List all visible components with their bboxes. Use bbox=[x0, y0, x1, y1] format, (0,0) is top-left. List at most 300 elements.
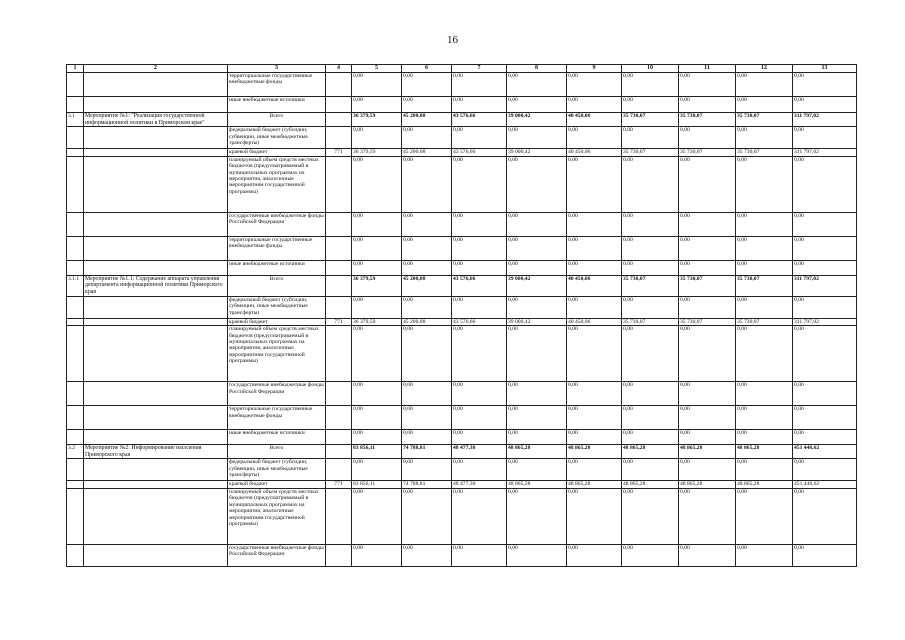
funding-source-cell: краевой бюджет bbox=[228, 149, 326, 156]
amount-cell: 0,00 bbox=[793, 97, 857, 113]
amount-cell: 45 200,08 bbox=[402, 113, 452, 127]
amount-cell: 0,00 bbox=[402, 127, 452, 149]
code-cell bbox=[326, 260, 352, 275]
amount-cell: 35 730,07 bbox=[736, 149, 793, 156]
amount-cell: 0,00 bbox=[507, 544, 567, 566]
column-header: 6 bbox=[402, 65, 452, 73]
column-header: 7 bbox=[452, 65, 507, 73]
amount-cell: 0,00 bbox=[352, 382, 402, 406]
amount-cell: 0,00 bbox=[567, 544, 622, 566]
amount-cell: 40 450,06 bbox=[567, 275, 622, 296]
amount-cell: 35 730,07 bbox=[736, 275, 793, 296]
amount-cell: 0,00 bbox=[352, 212, 402, 236]
measure-name-cell bbox=[84, 156, 228, 212]
amount-cell: 0,00 bbox=[622, 73, 679, 97]
amount-cell: 0,00 bbox=[567, 382, 622, 406]
amount-cell: 0,00 bbox=[622, 406, 679, 430]
amount-cell: 0,00 bbox=[679, 260, 736, 275]
amount-cell: 35 730,07 bbox=[622, 149, 679, 156]
amount-cell: 48 865,28 bbox=[567, 481, 622, 488]
amount-cell: 0,00 bbox=[567, 127, 622, 149]
row-number-cell bbox=[67, 382, 84, 406]
amount-cell: 0,00 bbox=[507, 73, 567, 97]
amount-cell: 40 450,06 bbox=[567, 318, 622, 325]
amount-cell: 48 865,28 bbox=[507, 445, 567, 459]
row-number-cell: 3.1.1 bbox=[67, 275, 84, 296]
amount-cell: 0,00 bbox=[793, 326, 857, 382]
code-cell bbox=[326, 382, 352, 406]
amount-cell: 0,00 bbox=[679, 459, 736, 481]
amount-cell: 0,00 bbox=[567, 97, 622, 113]
amount-cell: 0,00 bbox=[736, 406, 793, 430]
amount-cell: 0,00 bbox=[402, 236, 452, 260]
amount-cell: 311 797,02 bbox=[793, 275, 857, 296]
measure-name-cell bbox=[84, 296, 228, 318]
funding-source-cell: краевой бюджет bbox=[228, 481, 326, 488]
amount-cell: 0,00 bbox=[402, 296, 452, 318]
amount-cell: 0,00 bbox=[793, 212, 857, 236]
amount-cell: 0,00 bbox=[402, 459, 452, 481]
code-cell bbox=[326, 127, 352, 149]
amount-cell: 0,00 bbox=[679, 127, 736, 149]
amount-cell: 45 200,08 bbox=[402, 275, 452, 296]
amount-cell: 0,00 bbox=[567, 296, 622, 318]
amount-cell: 40 450,06 bbox=[567, 113, 622, 127]
amount-cell: 0,00 bbox=[736, 127, 793, 149]
amount-cell: 45 200,08 bbox=[402, 149, 452, 156]
funding-source-cell: федеральный бюджет (субсидии, субвенции, иные межбюджетные трансферты) bbox=[228, 127, 326, 149]
amount-cell: 0,00 bbox=[622, 236, 679, 260]
amount-cell: 0,00 bbox=[567, 326, 622, 382]
amount-cell: 0,00 bbox=[679, 488, 736, 544]
amount-cell: 0,00 bbox=[736, 326, 793, 382]
amount-cell: 74 788,81 bbox=[402, 481, 452, 488]
measure-name-cell bbox=[84, 406, 228, 430]
amount-cell: 0,00 bbox=[736, 430, 793, 445]
amount-cell: 0,00 bbox=[352, 97, 402, 113]
measure-name-cell bbox=[84, 544, 228, 566]
row-number-cell bbox=[67, 488, 84, 544]
row-number-cell bbox=[67, 406, 84, 430]
amount-cell: 0,00 bbox=[736, 236, 793, 260]
row-number-cell bbox=[67, 326, 84, 382]
amount-cell: 0,00 bbox=[352, 544, 402, 566]
row-number-cell bbox=[67, 296, 84, 318]
amount-cell: 35 730,07 bbox=[679, 149, 736, 156]
page-number: 16 bbox=[447, 34, 458, 46]
row-number-cell: 3.2 bbox=[67, 445, 84, 459]
budget-table bbox=[66, 64, 857, 567]
amount-cell: 43 576,66 bbox=[452, 275, 507, 296]
amount-cell: 0,00 bbox=[622, 296, 679, 318]
amount-cell: 48 477,30 bbox=[452, 445, 507, 459]
code-cell bbox=[326, 326, 352, 382]
amount-cell: 0,00 bbox=[402, 430, 452, 445]
funding-source-cell: территориальные государственные внебюджетные фонды bbox=[228, 73, 326, 97]
amount-cell: 0,00 bbox=[352, 260, 402, 275]
amount-cell: 0,00 bbox=[622, 459, 679, 481]
amount-cell: 0,00 bbox=[507, 459, 567, 481]
row-number-cell bbox=[67, 149, 84, 156]
amount-cell: 48 865,28 bbox=[567, 445, 622, 459]
row-number-cell bbox=[67, 97, 84, 113]
code-cell bbox=[326, 445, 352, 459]
column-header: 11 bbox=[679, 65, 736, 73]
table-row bbox=[67, 296, 857, 318]
amount-cell: 0,00 bbox=[622, 156, 679, 212]
amount-cell: 36 379,59 bbox=[352, 318, 402, 325]
amount-cell: 0,00 bbox=[352, 236, 402, 260]
measure-name-cell bbox=[84, 481, 228, 488]
amount-cell: 0,00 bbox=[679, 212, 736, 236]
amount-cell: 0,00 bbox=[402, 73, 452, 97]
amount-cell: 0,00 bbox=[736, 296, 793, 318]
amount-cell: 0,00 bbox=[736, 459, 793, 481]
table-row bbox=[67, 212, 857, 236]
table-row bbox=[67, 236, 857, 260]
amount-cell: 0,00 bbox=[793, 459, 857, 481]
table-row bbox=[67, 406, 857, 430]
amount-cell: 311 797,02 bbox=[793, 149, 857, 156]
amount-cell: 0,00 bbox=[679, 544, 736, 566]
code-cell bbox=[326, 113, 352, 127]
amount-cell: 0,00 bbox=[452, 236, 507, 260]
amount-cell: 0,00 bbox=[679, 382, 736, 406]
code-cell bbox=[326, 488, 352, 544]
code-cell bbox=[326, 544, 352, 566]
amount-cell: 0,00 bbox=[452, 459, 507, 481]
measure-name-cell bbox=[84, 127, 228, 149]
funding-source-cell: государственные внебюджетные фонды Российской Федерации bbox=[228, 544, 326, 566]
amount-cell: 35 730,07 bbox=[622, 113, 679, 127]
amount-cell: 48 865,28 bbox=[679, 481, 736, 488]
funding-source-cell: территориальные государственные внебюджетные фонды bbox=[228, 236, 326, 260]
amount-cell: 0,00 bbox=[793, 488, 857, 544]
amount-cell: 0,00 bbox=[736, 97, 793, 113]
amount-cell: 0,00 bbox=[736, 544, 793, 566]
amount-cell: 0,00 bbox=[679, 73, 736, 97]
column-header: 9 bbox=[567, 65, 622, 73]
amount-cell: 0,00 bbox=[679, 296, 736, 318]
amount-cell: 0,00 bbox=[352, 459, 402, 481]
amount-cell: 0,00 bbox=[507, 326, 567, 382]
column-header: 10 bbox=[622, 65, 679, 73]
amount-cell: 0,00 bbox=[452, 544, 507, 566]
measure-name-cell bbox=[84, 382, 228, 406]
row-number-cell bbox=[67, 430, 84, 445]
amount-cell: 0,00 bbox=[507, 260, 567, 275]
amount-cell: 83 856,11 bbox=[352, 445, 402, 459]
amount-cell: 0,00 bbox=[567, 260, 622, 275]
column-header: 2 bbox=[84, 65, 228, 73]
amount-cell: 0,00 bbox=[567, 73, 622, 97]
amount-cell: 0,00 bbox=[622, 97, 679, 113]
amount-cell: 45 200,08 bbox=[402, 318, 452, 325]
amount-cell: 0,00 bbox=[507, 156, 567, 212]
amount-cell: 0,00 bbox=[567, 430, 622, 445]
amount-cell: 36 379,59 bbox=[352, 275, 402, 296]
code-cell bbox=[326, 406, 352, 430]
amount-cell: 48 865,28 bbox=[679, 445, 736, 459]
amount-cell: 0,00 bbox=[507, 127, 567, 149]
table-row bbox=[67, 481, 857, 488]
row-number-cell bbox=[67, 459, 84, 481]
amount-cell: 0,00 bbox=[507, 430, 567, 445]
amount-cell: 0,00 bbox=[452, 73, 507, 97]
amount-cell: 0,00 bbox=[352, 406, 402, 430]
row-number-cell bbox=[67, 73, 84, 97]
amount-cell: 0,00 bbox=[793, 430, 857, 445]
amount-cell: 0,00 bbox=[679, 236, 736, 260]
amount-cell: 0,00 bbox=[736, 260, 793, 275]
funding-source-cell: Всего bbox=[228, 113, 326, 127]
measure-name-cell bbox=[84, 212, 228, 236]
measure-name-cell bbox=[84, 97, 228, 113]
amount-cell: 0,00 bbox=[352, 127, 402, 149]
code-cell bbox=[326, 275, 352, 296]
amount-cell: 48 865,28 bbox=[622, 481, 679, 488]
amount-cell: 35 730,07 bbox=[736, 113, 793, 127]
table-row bbox=[67, 445, 857, 459]
amount-cell: 311 797,02 bbox=[793, 318, 857, 325]
column-header: 4 bbox=[326, 65, 352, 73]
amount-cell: 0,00 bbox=[507, 488, 567, 544]
amount-cell: 0,00 bbox=[507, 406, 567, 430]
amount-cell: 0,00 bbox=[452, 326, 507, 382]
amount-cell: 0,00 bbox=[567, 406, 622, 430]
amount-cell: 0,00 bbox=[452, 488, 507, 544]
amount-cell: 0,00 bbox=[567, 156, 622, 212]
measure-name-cell bbox=[84, 236, 228, 260]
table-row bbox=[67, 113, 857, 127]
amount-cell: 0,00 bbox=[352, 156, 402, 212]
table-row bbox=[67, 73, 857, 97]
amount-cell: 0,00 bbox=[452, 212, 507, 236]
amount-cell: 0,00 bbox=[793, 296, 857, 318]
code-cell: 771 bbox=[326, 481, 352, 488]
measure-name-cell bbox=[84, 459, 228, 481]
amount-cell: 0,00 bbox=[622, 326, 679, 382]
amount-cell: 0,00 bbox=[352, 488, 402, 544]
amount-cell: 0,00 bbox=[402, 488, 452, 544]
amount-cell: 0,00 bbox=[679, 406, 736, 430]
code-cell bbox=[326, 459, 352, 481]
code-cell bbox=[326, 430, 352, 445]
amount-cell: 43 576,66 bbox=[452, 318, 507, 325]
row-number-cell bbox=[67, 127, 84, 149]
row-number-cell bbox=[67, 236, 84, 260]
amount-cell: 0,00 bbox=[793, 260, 857, 275]
amount-cell: 0,00 bbox=[402, 212, 452, 236]
measure-name-cell: Мероприятие №2: Информирование населения Приморского края bbox=[84, 445, 228, 459]
amount-cell: 0,00 bbox=[622, 430, 679, 445]
code-cell bbox=[326, 73, 352, 97]
amount-cell: 0,00 bbox=[452, 156, 507, 212]
code-cell bbox=[326, 212, 352, 236]
amount-cell: 0,00 bbox=[793, 236, 857, 260]
column-header: 3 bbox=[228, 65, 326, 73]
amount-cell: 451 448,62 bbox=[793, 445, 857, 459]
table-row bbox=[67, 488, 857, 544]
funding-source-cell: Всего bbox=[228, 275, 326, 296]
code-cell bbox=[326, 97, 352, 113]
amount-cell: 0,00 bbox=[452, 127, 507, 149]
amount-cell: 0,00 bbox=[793, 156, 857, 212]
amount-cell: 35 730,07 bbox=[679, 113, 736, 127]
funding-source-cell: иные внебюджетные источники bbox=[228, 260, 326, 275]
amount-cell: 0,00 bbox=[793, 127, 857, 149]
amount-cell: 40 450,06 bbox=[567, 149, 622, 156]
funding-source-cell: территориальные государственные внебюджетные фонды bbox=[228, 406, 326, 430]
code-cell bbox=[326, 236, 352, 260]
amount-cell: 0,00 bbox=[736, 156, 793, 212]
funding-source-cell: планируемый объем средств местных бюджетов (предусматриваемый в муниципальных программах на мероприятия, аналогичные мероприятиям государственной программы) bbox=[228, 156, 326, 212]
table-row bbox=[67, 275, 857, 296]
amount-cell: 0,00 bbox=[452, 382, 507, 406]
table-row bbox=[67, 544, 857, 566]
amount-cell: 0,00 bbox=[352, 73, 402, 97]
amount-cell: 0,00 bbox=[736, 382, 793, 406]
amount-cell: 0,00 bbox=[622, 544, 679, 566]
amount-cell: 39 000,42 bbox=[507, 149, 567, 156]
measure-name-cell: Мероприятие №1.1: Содержание аппарата управления департамента информационной политики Приморского края bbox=[84, 275, 228, 296]
table-row bbox=[67, 318, 857, 325]
header-row bbox=[67, 65, 857, 73]
amount-cell: 43 576,66 bbox=[452, 149, 507, 156]
amount-cell: 48 865,28 bbox=[736, 445, 793, 459]
amount-cell: 0,00 bbox=[402, 260, 452, 275]
amount-cell: 0,00 bbox=[402, 406, 452, 430]
funding-source-cell: федеральный бюджет (субсидии, субвенции, иные межбюджетные трансферты) bbox=[228, 296, 326, 318]
code-cell bbox=[326, 296, 352, 318]
amount-cell: 0,00 bbox=[793, 382, 857, 406]
funding-source-cell: государственные внебюджетные фонды Российской Федерации bbox=[228, 382, 326, 406]
amount-cell: 0,00 bbox=[507, 212, 567, 236]
table-row bbox=[67, 127, 857, 149]
measure-name-cell bbox=[84, 73, 228, 97]
amount-cell: 35 730,07 bbox=[622, 318, 679, 325]
row-number-cell bbox=[67, 544, 84, 566]
measure-name-cell: Мероприятие №1: "Реализация государственной информационной политики в Приморском крае" bbox=[84, 113, 228, 127]
amount-cell: 36 379,59 bbox=[352, 113, 402, 127]
amount-cell: 451 448,62 bbox=[793, 481, 857, 488]
amount-cell: 39 000,42 bbox=[507, 113, 567, 127]
code-cell: 771 bbox=[326, 318, 352, 325]
amount-cell: 43 576,66 bbox=[452, 113, 507, 127]
amount-cell: 0,00 bbox=[507, 236, 567, 260]
amount-cell: 0,00 bbox=[622, 212, 679, 236]
amount-cell: 311 797,02 bbox=[793, 113, 857, 127]
amount-cell: 39 000,42 bbox=[507, 275, 567, 296]
amount-cell: 36 379,59 bbox=[352, 149, 402, 156]
row-number-cell bbox=[67, 212, 84, 236]
amount-cell: 83 856,11 bbox=[352, 481, 402, 488]
code-cell bbox=[326, 156, 352, 212]
table-row bbox=[67, 430, 857, 445]
amount-cell: 0,00 bbox=[622, 382, 679, 406]
amount-cell: 0,00 bbox=[622, 127, 679, 149]
amount-cell: 0,00 bbox=[567, 212, 622, 236]
amount-cell: 0,00 bbox=[622, 488, 679, 544]
amount-cell: 0,00 bbox=[679, 326, 736, 382]
amount-cell: 35 730,07 bbox=[679, 275, 736, 296]
amount-cell: 35 730,07 bbox=[622, 275, 679, 296]
amount-cell: 0,00 bbox=[736, 212, 793, 236]
amount-cell: 48 865,28 bbox=[507, 481, 567, 488]
column-header: 5 bbox=[352, 65, 402, 73]
measure-name-cell bbox=[84, 318, 228, 325]
amount-cell: 0,00 bbox=[452, 406, 507, 430]
amount-cell: 0,00 bbox=[567, 459, 622, 481]
amount-cell: 0,00 bbox=[402, 326, 452, 382]
column-header: 1 bbox=[67, 65, 84, 73]
amount-cell: 0,00 bbox=[679, 430, 736, 445]
column-header: 13 bbox=[793, 65, 857, 73]
funding-source-cell: планируемый объем средств местных бюджетов (предусматриваемый в муниципальных программах на мероприятия, аналогичные мероприятиям государственной программы) bbox=[228, 326, 326, 382]
amount-cell: 0,00 bbox=[402, 156, 452, 212]
measure-name-cell bbox=[84, 488, 228, 544]
amount-cell: 0,00 bbox=[793, 406, 857, 430]
row-number-cell bbox=[67, 481, 84, 488]
column-header: 8 bbox=[507, 65, 567, 73]
table-row bbox=[67, 260, 857, 275]
table-row bbox=[67, 97, 857, 113]
amount-cell: 74 788,81 bbox=[402, 445, 452, 459]
funding-source-cell: государственные внебюджетные фонды Российской Федерации bbox=[228, 212, 326, 236]
amount-cell: 0,00 bbox=[736, 488, 793, 544]
amount-cell: 0,00 bbox=[507, 382, 567, 406]
amount-cell: 0,00 bbox=[793, 544, 857, 566]
measure-name-cell bbox=[84, 430, 228, 445]
funding-source-cell: иные внебюджетные источники bbox=[228, 97, 326, 113]
amount-cell: 0,00 bbox=[736, 73, 793, 97]
amount-cell: 0,00 bbox=[622, 260, 679, 275]
table-row bbox=[67, 459, 857, 481]
amount-cell: 0,00 bbox=[402, 544, 452, 566]
row-number-cell bbox=[67, 260, 84, 275]
amount-cell: 48 865,28 bbox=[736, 481, 793, 488]
amount-cell: 0,00 bbox=[352, 296, 402, 318]
amount-cell: 0,00 bbox=[679, 97, 736, 113]
amount-cell: 0,00 bbox=[567, 488, 622, 544]
amount-cell: 35 730,07 bbox=[736, 318, 793, 325]
amount-cell: 48 477,30 bbox=[452, 481, 507, 488]
funding-source-cell: федеральный бюджет (субсидии, субвенции, иные межбюджетные трансферты) bbox=[228, 459, 326, 481]
table-row bbox=[67, 382, 857, 406]
table-row bbox=[67, 326, 857, 382]
funding-source-cell: краевой бюджет bbox=[228, 318, 326, 325]
table-row bbox=[67, 156, 857, 212]
table-row bbox=[67, 149, 857, 156]
funding-source-cell: иные внебюджетные источники bbox=[228, 430, 326, 445]
amount-cell: 0,00 bbox=[452, 296, 507, 318]
row-number-cell bbox=[67, 156, 84, 212]
row-number-cell bbox=[67, 318, 84, 325]
amount-cell: 0,00 bbox=[402, 97, 452, 113]
amount-cell: 35 730,07 bbox=[679, 318, 736, 325]
column-header: 12 bbox=[736, 65, 793, 73]
code-cell: 771 bbox=[326, 149, 352, 156]
amount-cell: 0,00 bbox=[507, 296, 567, 318]
amount-cell: 0,00 bbox=[452, 430, 507, 445]
amount-cell: 39 000,42 bbox=[507, 318, 567, 325]
amount-cell: 0,00 bbox=[679, 156, 736, 212]
amount-cell: 0,00 bbox=[567, 236, 622, 260]
amount-cell: 48 865,28 bbox=[622, 445, 679, 459]
amount-cell: 0,00 bbox=[352, 326, 402, 382]
amount-cell: 0,00 bbox=[793, 73, 857, 97]
amount-cell: 0,00 bbox=[507, 97, 567, 113]
